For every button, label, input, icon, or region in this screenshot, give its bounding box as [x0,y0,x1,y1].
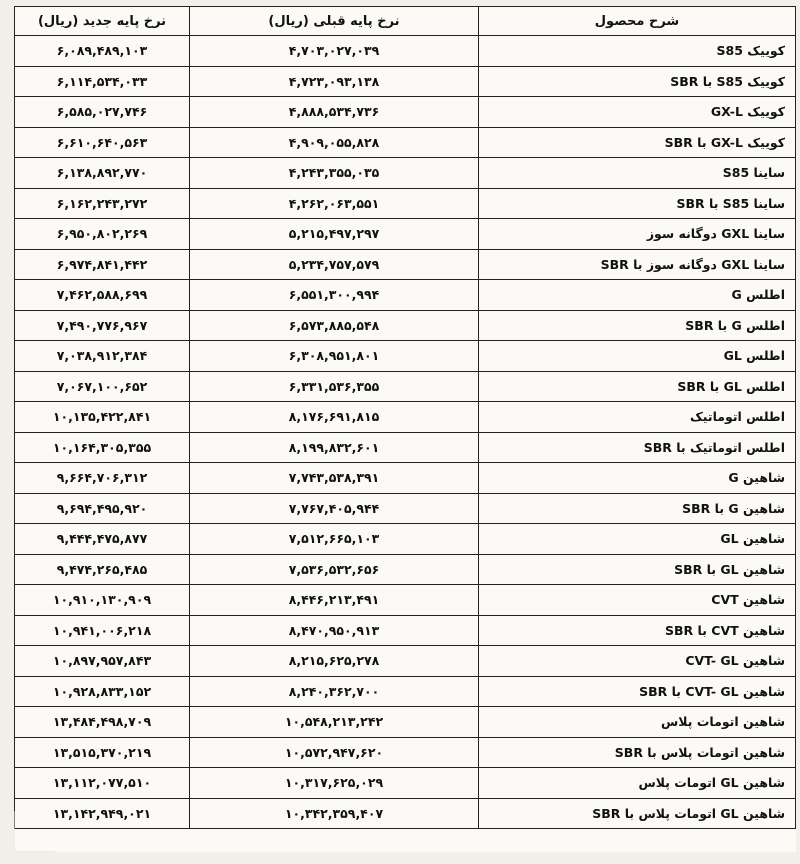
table-row [15,402,796,433]
product-description: شاهین CVT با SBR [479,615,796,646]
table-row [15,707,796,738]
new-price: ۱۳,۱۱۲,۰۷۷,۵۱۰ [15,768,190,799]
product-description: شاهین CVT- GL با SBR [479,676,796,707]
table-row [15,737,796,768]
table-row [15,615,796,646]
table-row [15,249,796,280]
header-new-price: نرخ پایه جدید (ریال) [15,7,190,36]
new-price: ۶,۰۸۹,۴۸۹,۱۰۳ [15,36,190,67]
table-row [15,524,796,555]
old-price: ۸,۲۱۵,۶۲۵,۲۷۸ [190,646,479,677]
header-description: شرح محصول [479,7,796,36]
product-description: شاهین GL اتومات پلاس با SBR [479,798,796,829]
table-row [15,554,796,585]
table-row [15,158,796,189]
product-description: ساینا S85 [479,158,796,189]
new-price: ۷,۴۹۰,۷۷۶,۹۶۷ [15,310,190,341]
product-description: اطلس G با SBR [479,310,796,341]
old-price: ۶,۵۷۳,۸۸۵,۵۴۸ [190,310,479,341]
old-price: ۴,۷۲۳,۰۹۳,۱۳۸ [190,66,479,97]
new-price: ۱۳,۵۱۵,۳۷۰,۲۱۹ [15,737,190,768]
header-row [15,7,796,36]
new-price: ۱۰,۱۳۵,۴۲۲,۸۴۱ [15,402,190,433]
old-price: ۶,۳۰۸,۹۵۱,۸۰۱ [190,341,479,372]
old-price: ۱۰,۵۷۲,۹۴۷,۶۲۰ [190,737,479,768]
table-row [15,219,796,250]
table-row [15,36,796,67]
product-description: اطلس GL با SBR [479,371,796,402]
old-price: ۷,۵۳۶,۵۳۲,۶۵۶ [190,554,479,585]
table-row [15,585,796,616]
new-price: ۱۰,۹۱۰,۱۳۰,۹۰۹ [15,585,190,616]
table-row [15,310,796,341]
price-sheet [14,6,796,852]
product-description: شاهین GL با SBR [479,554,796,585]
old-price: ۱۰,۵۴۸,۲۱۳,۲۴۲ [190,707,479,738]
table-row [15,127,796,158]
product-description: کوییک S85 [479,36,796,67]
table-row [15,798,796,829]
old-price: ۴,۲۶۲,۰۶۳,۵۵۱ [190,188,479,219]
product-description: اطلس اتوماتیک [479,402,796,433]
product-description: ساینا S85 با SBR [479,188,796,219]
table-row [15,66,796,97]
old-price: ۵,۲۳۴,۷۵۷,۵۷۹ [190,249,479,280]
new-price: ۶,۵۸۵,۰۲۷,۷۴۶ [15,97,190,128]
product-description: اطلس اتوماتیک با SBR [479,432,796,463]
product-description: ساینا GXL دوگانه سوز با SBR [479,249,796,280]
product-description: شاهین CVT [479,585,796,616]
new-price: ۹,۶۶۴,۷۰۶,۳۱۲ [15,463,190,494]
old-price: ۶,۳۳۱,۵۳۶,۳۵۵ [190,371,479,402]
old-price: ۶,۵۵۱,۳۰۰,۹۹۴ [190,280,479,311]
table-row [15,188,796,219]
new-price: ۹,۴۷۴,۲۶۵,۴۸۵ [15,554,190,585]
new-price: ۶,۶۱۰,۶۴۰,۵۶۳ [15,127,190,158]
table-row [15,768,796,799]
old-price: ۴,۸۸۸,۵۳۴,۷۳۶ [190,97,479,128]
table-row [15,676,796,707]
table-row [15,280,796,311]
price-table [14,6,796,829]
new-price: ۷,۰۶۷,۱۰۰,۶۵۲ [15,371,190,402]
old-price: ۷,۵۱۲,۶۶۵,۱۰۳ [190,524,479,555]
product-description: شاهین CVT- GL [479,646,796,677]
corner-watermark [14,811,55,852]
product-description: شاهین G با SBR [479,493,796,524]
new-price: ۱۰,۹۲۸,۸۳۳,۱۵۲ [15,676,190,707]
table-row [15,463,796,494]
new-price: ۹,۴۴۴,۴۷۵,۸۷۷ [15,524,190,555]
old-price: ۱۰,۳۱۷,۶۲۵,۰۲۹ [190,768,479,799]
table-row [15,493,796,524]
old-price: ۴,۹۰۹,۰۵۵,۸۲۸ [190,127,479,158]
new-price: ۶,۱۱۴,۵۳۴,۰۳۳ [15,66,190,97]
old-price: ۷,۷۶۷,۴۰۵,۹۴۴ [190,493,479,524]
table-row [15,646,796,677]
new-price: ۶,۱۶۲,۲۴۳,۲۷۲ [15,188,190,219]
old-price: ۸,۴۷۰,۹۵۰,۹۱۳ [190,615,479,646]
old-price: ۸,۱۹۹,۸۳۲,۶۰۱ [190,432,479,463]
old-price: ۸,۲۴۰,۳۶۲,۷۰۰ [190,676,479,707]
header-old-price: نرخ پایه قبلی (ریال) [190,7,479,36]
old-price: ۴,۷۰۳,۰۲۷,۰۳۹ [190,36,479,67]
new-price: ۱۳,۴۸۴,۴۹۸,۷۰۹ [15,707,190,738]
product-description: شاهین GL اتومات پلاس [479,768,796,799]
product-description: کوییک GX-L [479,97,796,128]
table-row [15,371,796,402]
new-price: ۱۰,۱۶۴,۳۰۵,۳۵۵ [15,432,190,463]
product-description: کوییک S85 با SBR [479,66,796,97]
new-price: ۶,۹۵۰,۸۰۲,۲۶۹ [15,219,190,250]
new-price: ۹,۶۹۴,۴۹۵,۹۲۰ [15,493,190,524]
new-price: ۷,۰۳۸,۹۱۲,۳۸۴ [15,341,190,372]
old-price: ۴,۲۴۳,۳۵۵,۰۳۵ [190,158,479,189]
new-price: ۷,۴۶۲,۵۸۸,۶۹۹ [15,280,190,311]
product-description: شاهین G [479,463,796,494]
product-description: کوییک GX-L با SBR [479,127,796,158]
old-price: ۸,۴۴۶,۲۱۳,۴۹۱ [190,585,479,616]
old-price: ۵,۲۱۵,۴۹۷,۲۹۷ [190,219,479,250]
product-description: اطلس GL [479,341,796,372]
new-price: ۶,۱۳۸,۸۹۲,۷۷۰ [15,158,190,189]
table-row [15,97,796,128]
product-description: شاهین اتومات پلاس با SBR [479,737,796,768]
new-price: ۱۰,۸۹۷,۹۵۷,۸۴۳ [15,646,190,677]
product-description: شاهین GL [479,524,796,555]
new-price: ۱۰,۹۴۱,۰۰۶,۲۱۸ [15,615,190,646]
new-price: ۶,۹۷۴,۸۴۱,۴۴۲ [15,249,190,280]
new-price: ۱۳,۱۴۲,۹۴۹,۰۲۱ [15,798,190,829]
old-price: ۸,۱۷۶,۶۹۱,۸۱۵ [190,402,479,433]
table-row [15,432,796,463]
product-description: اطلس G [479,280,796,311]
old-price: ۷,۷۴۳,۵۳۸,۳۹۱ [190,463,479,494]
product-description: ساینا GXL دوگانه سوز [479,219,796,250]
old-price: ۱۰,۳۴۲,۳۵۹,۴۰۷ [190,798,479,829]
product-description: شاهین اتومات پلاس [479,707,796,738]
table-row [15,341,796,372]
